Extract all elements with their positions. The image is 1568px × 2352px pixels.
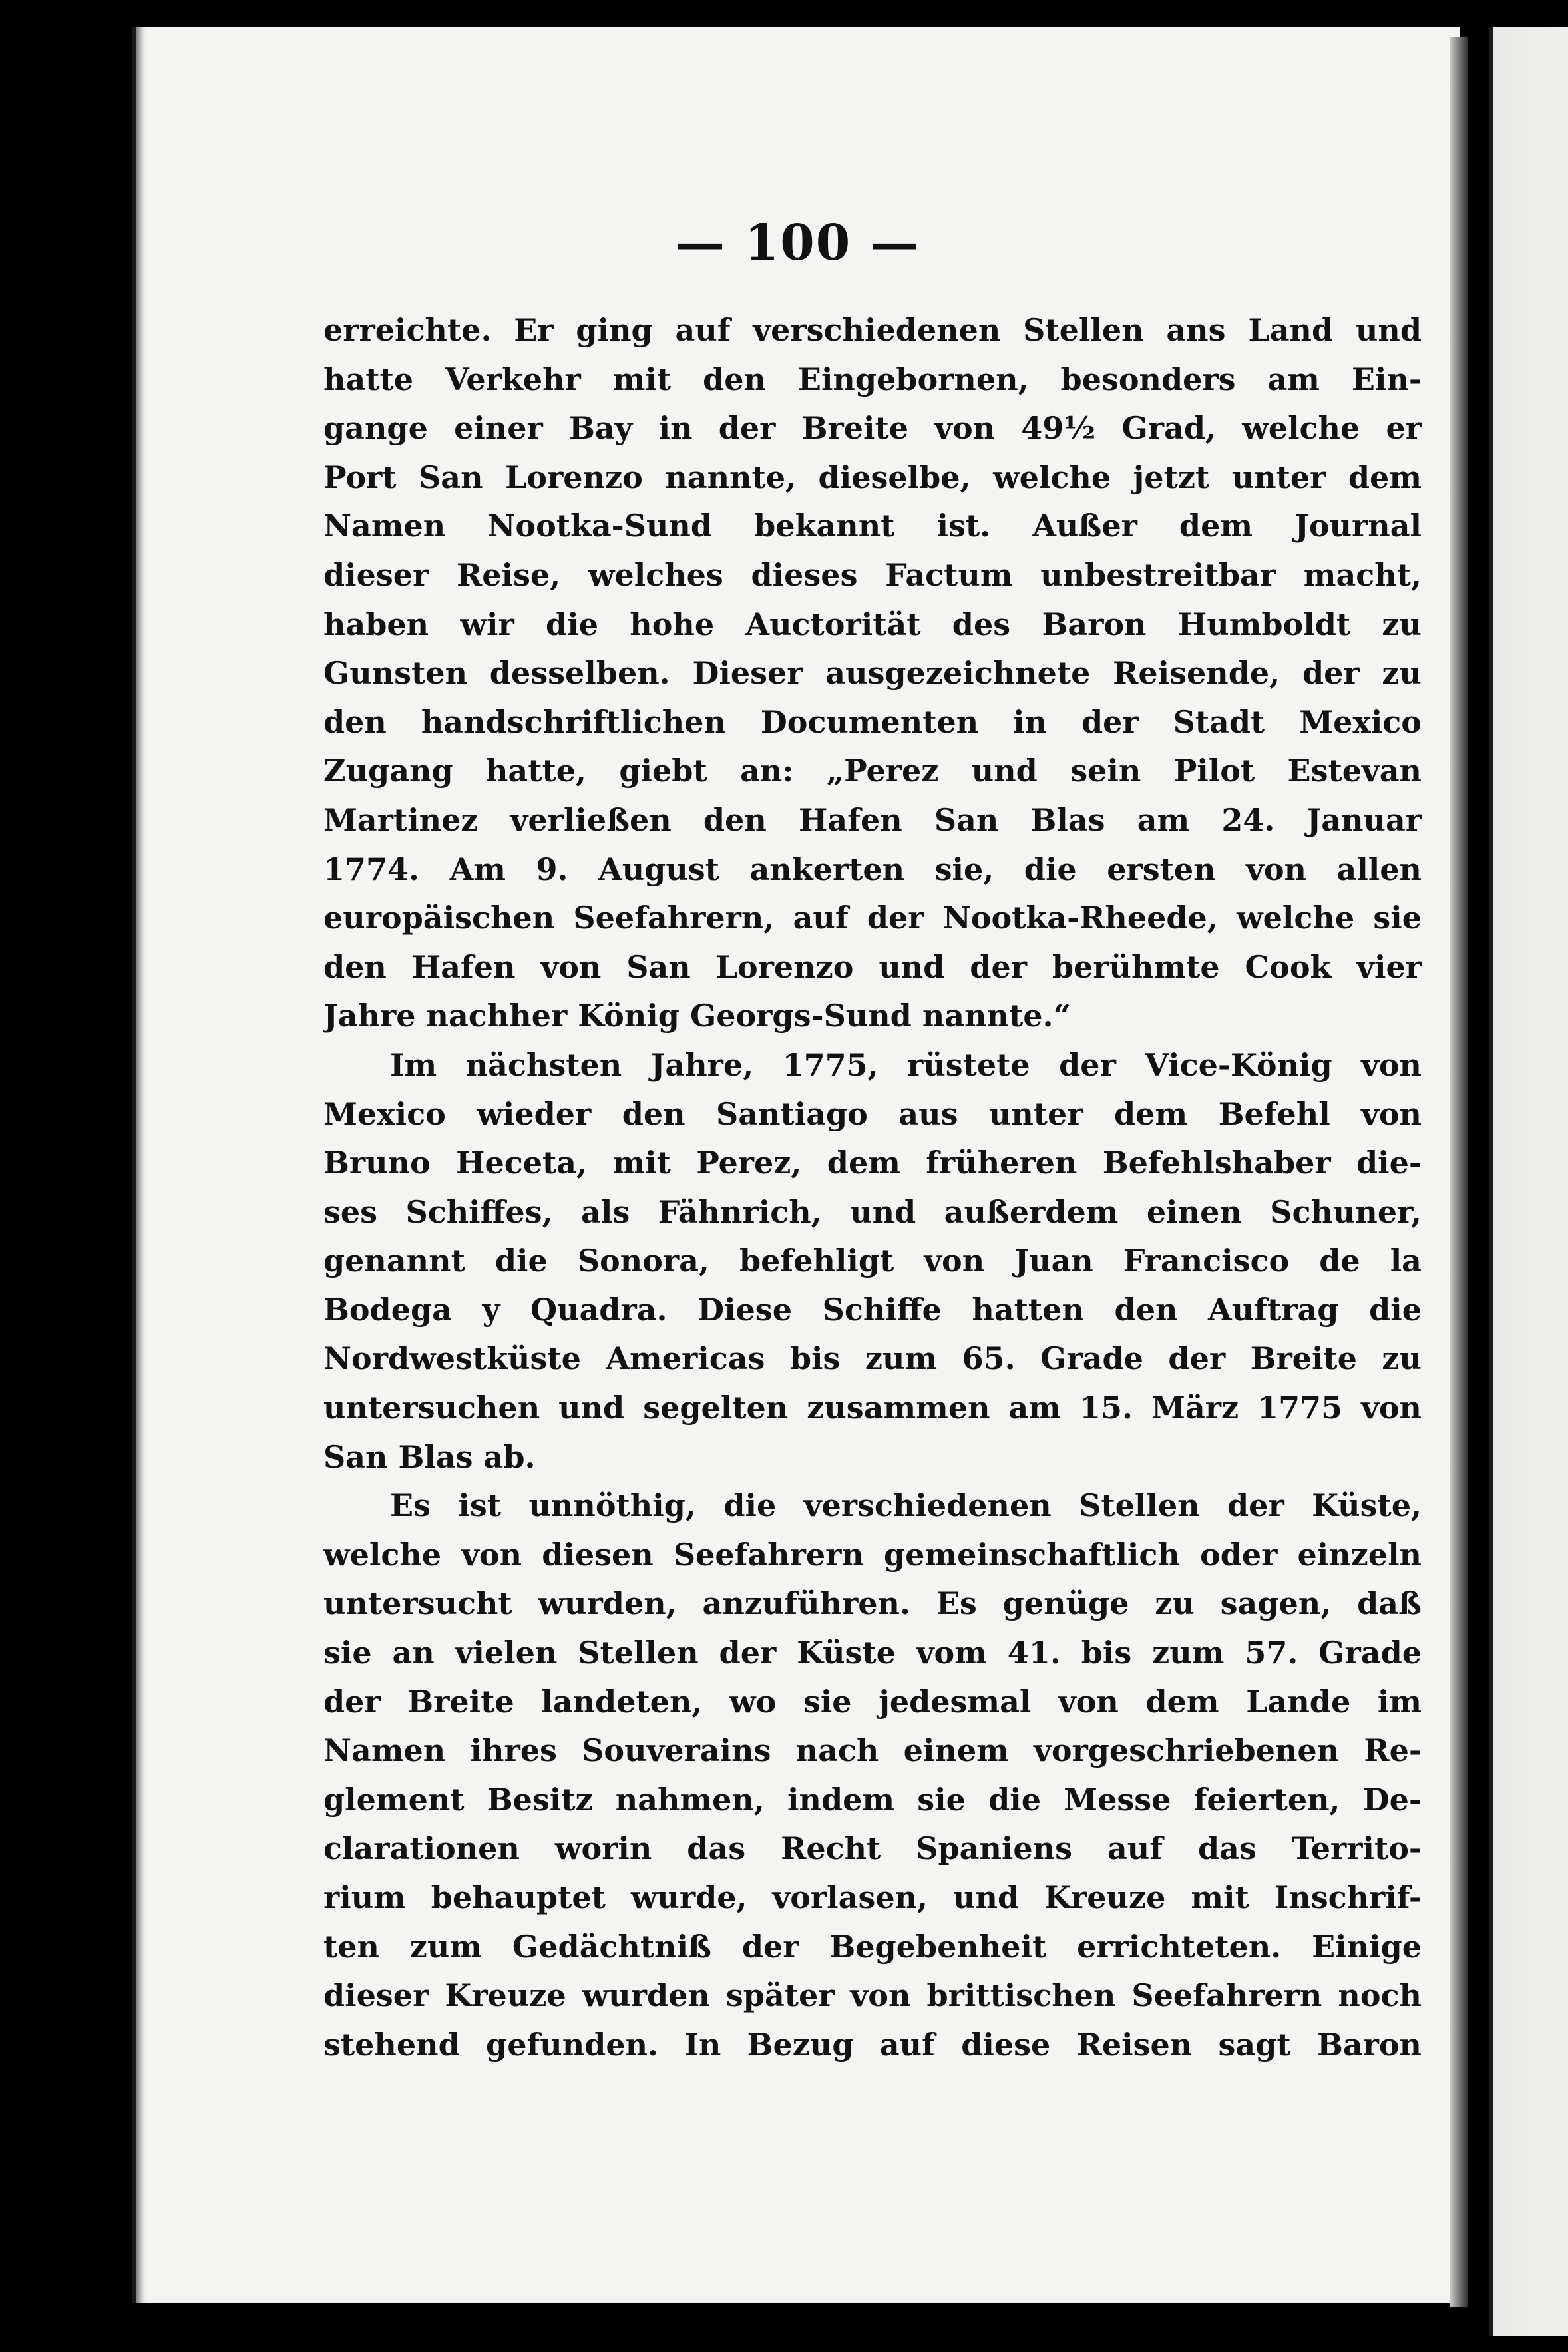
text-line: sie an vielen Stellen der Küste vom 41. bis zum 57. Grade bbox=[323, 1635, 1422, 1671]
scan-left-margin bbox=[0, 0, 133, 2352]
text-line: ses Schiffes, als Fähnrich, und außerdem einen Schuner, bbox=[323, 1193, 1422, 1230]
text-line: europäischen Seefahrern, auf der Nootka-Rheede, welche sie bbox=[323, 900, 1422, 936]
page-curl-shadow bbox=[1450, 37, 1468, 2307]
text-line: Im nächsten Jahre, 1775, rüstete der Vice-König von bbox=[390, 1046, 1422, 1083]
text-line: den handschriftlichen Documenten in der Stadt Mexico bbox=[323, 703, 1422, 740]
text-line: Gunsten desselben. Dieser ausgezeichnete Reisende, der zu bbox=[323, 655, 1422, 691]
text-line: rium behauptet wurde, vorlasen, und Kreuze mit Inschrif- bbox=[323, 1879, 1422, 1915]
text-line: dieser Kreuze wurden später von brittischen Seefahrern noch bbox=[323, 1977, 1422, 2014]
text-line: Zugang hatte, giebt an: „Perez und sein Pilot Estevan bbox=[323, 753, 1422, 789]
text-line: Namen Nootka-Sund bekannt ist. Außer dem Journal bbox=[323, 508, 1422, 544]
text-line: der Breite landeten, wo sie jedesmal von dem Lande im bbox=[323, 1683, 1422, 1720]
text-line: den Hafen von San Lorenzo und der berühmte Cook vier bbox=[323, 948, 1422, 985]
page-body-text bbox=[323, 306, 1422, 2069]
text-line: genannt die Sonora, befehligt von Juan Francisco de la bbox=[323, 1243, 1422, 1279]
text-line: untersuchen und segelten zusammen am 15. März 1775 von bbox=[323, 1390, 1422, 1426]
book-page bbox=[132, 27, 1460, 2303]
text-line: welche von diesen Seefahrern gemeinschaftlich oder einzeln bbox=[323, 1536, 1422, 1573]
text-line: erreichte. Er ging auf verschiedenen Stellen ans Land und bbox=[323, 312, 1422, 348]
text-line: Mexico wieder den Santiago aus unter dem Befehl von bbox=[323, 1095, 1422, 1132]
text-line: hatte Verkehr mit den Eingebornen, besonders am Ein- bbox=[323, 361, 1422, 397]
text-line: glement Besitz nahmen, indem sie die Messe feierten, De- bbox=[323, 1781, 1422, 1818]
text-line: gange einer Bay in der Breite von 49½ Grad, welche er bbox=[323, 410, 1422, 447]
text-line: clarationen worin das Recht Spaniens auf das Territo- bbox=[323, 1830, 1422, 1867]
page-number-header: — 100 — bbox=[676, 214, 920, 272]
text-line: ten zum Gedächtniß der Begebenheit errichteten. Einige bbox=[323, 1928, 1422, 1965]
text-line: San Blas ab. bbox=[323, 1438, 536, 1475]
text-line: untersucht wurden, anzuführen. Es genüge zu sagen, daß bbox=[323, 1585, 1422, 1622]
text-line: Nordwestküste Americas bis zum 65. Grade der Breite zu bbox=[323, 1340, 1422, 1377]
text-line: dieser Reise, welches dieses Factum unbestreitbar macht, bbox=[323, 556, 1422, 593]
text-line: haben wir die hohe Auctorität des Baron Humboldt zu bbox=[323, 606, 1422, 642]
text-line: 1774. Am 9. August ankerten sie, die ersten von allen bbox=[323, 851, 1422, 887]
text-line: Jahre nachher König Georgs-Sund nannte.“ bbox=[323, 998, 1071, 1034]
text-line: Bruno Heceta, mit Perez, dem früheren Befehlshaber die- bbox=[323, 1145, 1422, 1181]
text-line: Bodega y Quadra. Diese Schiffe hatten den Auftrag die bbox=[323, 1291, 1422, 1328]
text-line: Port San Lorenzo nannte, dieselbe, welche jetzt unter dem bbox=[323, 459, 1422, 495]
next-page-gutter-line bbox=[1489, 27, 1493, 2336]
text-line: stehend gefunden. In Bezug auf diese Reisen sagt Baron bbox=[323, 2026, 1422, 2062]
text-line: Martinez verließen den Hafen San Blas am 24. Januar bbox=[323, 801, 1422, 838]
text-line: Es ist unnöthig, die verschiedenen Stellen der Küste, bbox=[390, 1487, 1422, 1524]
text-line: Namen ihres Souverains nach einem vorgeschriebenen Re- bbox=[323, 1732, 1422, 1769]
